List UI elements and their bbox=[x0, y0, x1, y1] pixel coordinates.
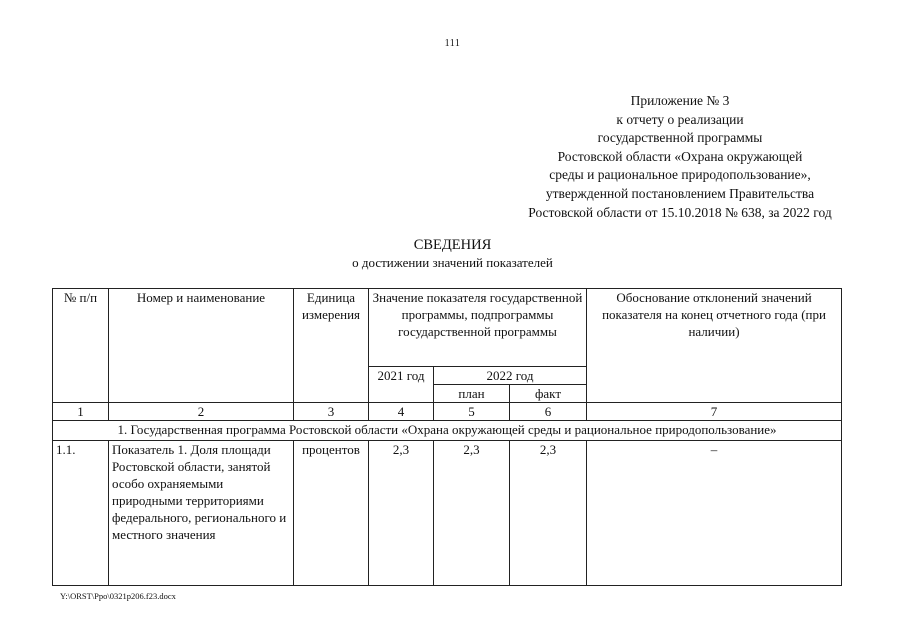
row-fact-2022: 2,3 bbox=[510, 441, 587, 586]
footer-file-path: Y:\ORST\Ppo\0321p206.f23.docx bbox=[60, 591, 176, 601]
header-name: Номер и наименование bbox=[109, 289, 294, 403]
appendix-line: к отчету о реализации bbox=[616, 111, 744, 127]
appendix-line: утвержденной постановлением Правительства bbox=[545, 185, 815, 201]
appendix-header bbox=[500, 92, 860, 222]
indicators-table bbox=[52, 288, 842, 586]
column-number: 1 bbox=[53, 403, 109, 421]
column-number: 2 bbox=[109, 403, 294, 421]
appendix-line: государственной программы bbox=[597, 130, 763, 146]
page-number: 111 bbox=[444, 38, 461, 49]
header-row bbox=[53, 289, 842, 367]
row-justification: – bbox=[587, 441, 842, 586]
header-fact: факт bbox=[510, 385, 587, 403]
row-name: Показатель 1. Доля площади Ростовской области, занятой особо охраняемыми природными территориями федерального, регионального и местного значения bbox=[109, 441, 294, 586]
row-plan-2022: 2,3 bbox=[434, 441, 510, 586]
appendix-line: среды и рациональное природопользование», bbox=[549, 167, 811, 183]
row-unit: процентов bbox=[294, 441, 369, 586]
row-index: 1.1. bbox=[53, 441, 109, 586]
header-no: № п/п bbox=[53, 289, 109, 403]
section-row bbox=[53, 421, 842, 441]
column-number: 6 bbox=[510, 403, 587, 421]
appendix-line: Приложение № 3 bbox=[630, 93, 730, 108]
appendix-line: Ростовской области «Охрана окружающей bbox=[557, 148, 803, 164]
column-number: 4 bbox=[369, 403, 434, 421]
column-number: 5 bbox=[434, 403, 510, 421]
header-justification: Обоснование отклонений значений показателя на конец отчетного года (при наличии) bbox=[587, 289, 842, 403]
header-value-group: Значение показателя государственной программы, подпрограммы государственной программы bbox=[369, 289, 587, 367]
document-subtitle: о достижении значений показателей bbox=[352, 255, 553, 270]
column-number: 7 bbox=[587, 403, 842, 421]
header-year-2021: 2021 год bbox=[369, 367, 434, 403]
section-title: 1. Государственная программа Ростовской области «Охрана окружающей среды и рациональное природопользование» bbox=[53, 421, 842, 441]
column-numbers-row bbox=[53, 403, 842, 421]
appendix-line: Ростовской области от 15.10.2018 № 638, за 2022 год bbox=[528, 204, 832, 220]
document-title: СВЕДЕНИЯ bbox=[413, 237, 492, 253]
header-unit: Единица измерения bbox=[294, 289, 369, 403]
column-number: 3 bbox=[294, 403, 369, 421]
row-value-2021: 2,3 bbox=[369, 441, 434, 586]
header-year-2022: 2022 год bbox=[434, 367, 587, 385]
header-plan: план bbox=[434, 385, 510, 403]
table-row bbox=[53, 441, 842, 586]
